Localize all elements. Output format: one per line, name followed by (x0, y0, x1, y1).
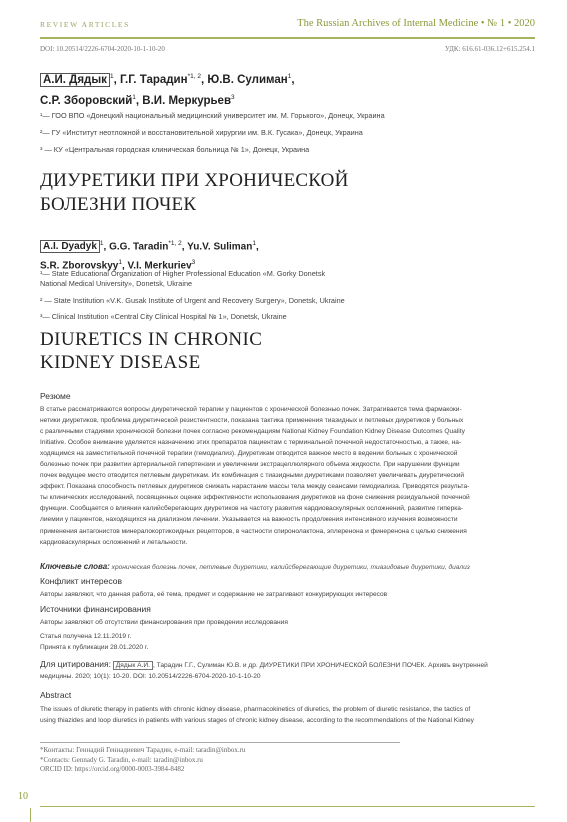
date-accepted: Принята к публикации 28.01.2020 г. (40, 644, 149, 652)
affiliation-ru-2: ²— ГУ «Институт неотложной и восстановительной хирургии им. В.К. Гусака», Донецк, Украина (40, 128, 363, 137)
funding-heading: Источники финансирования (40, 604, 151, 614)
udk: УДК: 616.61-036.12+615.254.1 (444, 45, 535, 53)
author-en-2: , G.G. Taradin (103, 241, 169, 253)
conflict-heading: Конфликт интересов (40, 576, 122, 586)
doi: DOI: 10.20514/2226-6704-2020-10-1-10-20 (40, 45, 165, 53)
resume-heading: Резюме (40, 391, 71, 401)
abstract-text: The issues of diuretic therapy in patients with chronic kidney disease, pharmacokinetics of diuretics, the problem of diuretic resistance, the tactics of using thiazides and loop diuretics in patients with various stages of chronic kidney disease, according to the recommendations of the National Kidney (40, 706, 474, 725)
citation-block: Для цитирования: Дядык А.И. , Тарадин Г.Г., Сулиман Ю.В. и др. ДИУРЕТИКИ ПРИ ХРОНИЧЕСКОЙ БОЛЕЗНИ ПОЧЕК. Архивъ внутренней медицины. 2020; 10(1): 10-20. DOI: 10.20514/2226-6704-2020-10-1-10-20 (40, 659, 488, 681)
page-number: 10 (18, 791, 28, 802)
keywords-label: Ключевые слова: (40, 562, 110, 571)
affiliation-en-3: ³— Clinical Institution «Central City Clinical Hospital № 1», Donetsk, Ukraine (40, 312, 287, 321)
page-bottom-rule (40, 806, 535, 807)
conflict-text: Авторы заявляют, что данная работа, её тема, предмет и содержание не затрагивают конкурирующих интересов (40, 591, 388, 598)
article-dates (40, 631, 535, 653)
page-left-rule (30, 808, 31, 822)
footnotes (40, 746, 440, 775)
affiliation-ru-3: ³ — КУ «Центральная городская клиническая больница № 1», Донецк, Украина (40, 145, 310, 154)
author-en-4: S.R. Zborovskyy (40, 260, 119, 272)
footnote-rule (40, 742, 400, 743)
section-tag: REVIEW ARTICLES (40, 20, 130, 29)
footnote-contact-en: *Contacts: Gennady G. Taradin, e-mail: taradin@inbox.ru (40, 755, 203, 764)
author-ru-4: С.Р. Зборовский (40, 94, 133, 107)
affiliation-en-2: ² — State Institution «V.K. Gusak Institute of Urgent and Recovery Surgery», Donetsk, Ukraine (40, 296, 345, 305)
affiliation-ru-1: ¹— ГОО ВПО «Донецкий национальный медицинский университет им. М. Горького», Донецк, Украина (40, 111, 385, 120)
author-en-3: , Yu.V. Suliman (181, 241, 253, 253)
date-received: Статья получена 12.11.2019 г. (40, 633, 132, 640)
keywords-text: хроническая болезнь почек, петлевые диуретики, калийсберегающие диуретики, тиазидовые диуретики, диализ (111, 564, 470, 571)
running-header (40, 18, 535, 34)
authors-en: A.I. Dyadyk $^1$, G.G. Taradin$^{*1, 2}$, Yu.V. Suliman$^1$, S.R. Zborovskyy$^1$, V.I. Merkuriev$^3$ (40, 240, 259, 272)
author-en-5: , V.I. Merkuriev (121, 260, 192, 272)
article-title-en: DIURETICS IN CHRONIC KIDNEY DISEASE (40, 329, 263, 373)
resume-text: В статье рассматриваются вопросы диуретической терапии у пациентов с хронической болезнью почек. Затрагивается тема фармакоки- нетики диуретиков, проблема диуретической резистентности, показана тактика применения тиазидных и петлевых диуретиков у больных с различными стадиями хронической болезни почек согласно рекомендациям National Kidney Foundation Kidney Disease Outcomes Quality Initiative. Особое внимание уделяется назначению этих препаратов пациентам с терминальной почечной недостаточностью, а также, на- ходящимся на заместительной почечной терапии (гемодиализ). Диуретикам отводится важное место в ведении больных с хронической болезнью почек при развитии артериальной гипертензии и увеличении экстрацеллюлярного объема жидкости. При нарушении функции почек ведущее место отводится петлевым диуретикам. Их комбинация с тиазидными диуретиками позволяет увеличивать диуретический эффект. Показана способность петлевых диуретиков снижать нарастание массы тела между сеансами гемодиализа. Приводятся результа- ты клинических исследований, посвященных оценке эффективности использования диуретиков на фоне снижения резидуальной почечной функции. Сообщается о влиянии калийсберегающих диуретиков на частоту развития кардиоваскулярных осложнений, развитие гиперка- лиемии у пациентов, находящихся на диализном лечении. Указывается на важность продолжения интенсивного изучения возможности применения антагонистов минералокортикоидных рецепторов, в частности спиронолактона, эплеренона и финеренона с целью снижения кардиоваскулярных осложнений и летальности. (40, 406, 470, 546)
article-title-ru: ДИУРЕТИКИ ПРИ ХРОНИЧЕСКОЙ БОЛЕЗНИ ПОЧЕК (40, 170, 349, 215)
author-ru-5: , В.И. Меркурьев (135, 94, 232, 107)
author-ru-3: , Ю.В. Сулиман (200, 73, 288, 86)
footnote-contact-ru: *Контакты: Геннадий Геннадиевич Тарадин, e-mail: taradin@inbox.ru (40, 746, 246, 754)
header-rule (40, 37, 535, 39)
abstract-heading: Abstract (40, 690, 72, 700)
affiliation-en-1: ¹— State Educational Organization of Higher Professional Education «M. Gorky Donetsk National Medical University», Donetsk, Ukraine (40, 269, 326, 288)
citation-label: Для цитирования: (40, 659, 111, 669)
journal-title: The Russian Archives of Internal Medicine • № 1 • 2020 (297, 18, 535, 29)
funding-text: Авторы заявляют об отсутствии финансирования при проведении исследования (40, 619, 288, 626)
author-en-1: A.I. Dyadyk (40, 240, 100, 253)
keywords (40, 561, 535, 573)
author-ru-1: А.И. Дядык (40, 73, 110, 87)
citation-author-box: Дядык А.И. (113, 661, 153, 670)
footnote-orcid: ORCID ID: https://orcid.org/0000-0003-3984-8482 (40, 765, 185, 773)
author-ru-2: , Г.Г. Тарадин (113, 73, 188, 86)
authors-ru: А.И. Дядык $^1$, Г.Г. Тарадин$^{*1, 2}$, Ю.В. Сулиман$^1$, С.Р. Зборовский$^1$, В.И. Меркурьев$^3$ (40, 73, 295, 107)
